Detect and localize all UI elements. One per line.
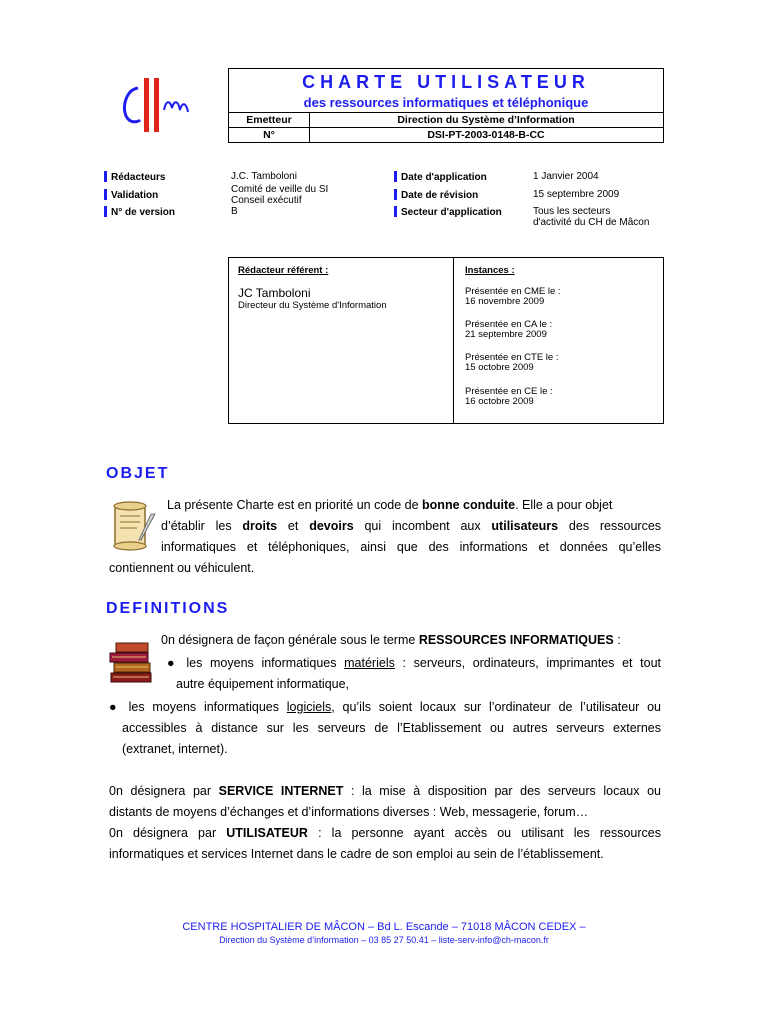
def-text: les moyens informatiques (128, 700, 287, 714)
def-bold: RESSOURCES INFORMATIQUES (418, 633, 614, 647)
meta-date-application (394, 171, 487, 183)
definitions-bullet-2-line-2: accessibles à distance sur les serveurs de l’Etablissement ou autres serveurs externes (122, 721, 661, 735)
scroll-quill-icon (107, 500, 157, 552)
instance-3-line2: 15 octobre 2009 (465, 362, 534, 373)
def-underline: matériels (344, 656, 395, 670)
redacteurs-label: Rédacteurs (111, 172, 166, 183)
bullet-bar (104, 171, 107, 182)
definitions-bullet-2-line-1 (109, 697, 661, 718)
document-header (228, 68, 664, 143)
objet-bold: bonne conduite (422, 498, 516, 512)
instance-1-line2: 16 novembre 2009 (465, 296, 545, 307)
definitions-heading: DEFINITIONS (106, 600, 230, 617)
referent-role: Directeur du Système d'Information (238, 300, 387, 311)
objet-bold: utilisateurs (491, 519, 559, 533)
referent-label: Rédacteur référent : (238, 265, 329, 276)
date-application-value: 1 Janvier 2004 (533, 171, 599, 182)
referent-instances-box (228, 257, 664, 424)
date-application-label: Date d'application (401, 172, 487, 183)
definitions-utilisateur-line-2: informatiques et services Internet dans le cadre de son emploi au sein de l’établissement. (109, 847, 604, 861)
def-text: , qu’ils soient locaux sur l’ordinateur de l’utilisateur ou (331, 700, 662, 714)
instance-4-line2: 16 octobre 2009 (465, 396, 534, 407)
bullet-bar (104, 189, 107, 200)
objet-line-4: contiennent ou véhiculent. (109, 561, 255, 575)
bullet-bar (394, 189, 397, 200)
footer-contact: Direction du Système d’information – 03 85 27 50.41 – liste-serv-info@ch-macon.fr (219, 935, 549, 945)
objet-text: et (277, 519, 310, 533)
meta-redacteurs (104, 171, 165, 183)
secteur-value-2: d'activité du CH de Mâcon (533, 217, 650, 228)
objet-line-1 (161, 495, 661, 516)
document-title: CHARTE UTILISATEUR (302, 72, 590, 92)
document-subtitle: des ressources informatiques et téléphonique (303, 95, 589, 110)
redacteurs-value: J.C. Tamboloni (231, 171, 297, 182)
bullet-dot: ● (109, 700, 129, 714)
definitions-service-line-2: distants de moyens d’échanges et d’informations diverses : Web, messagerie, forum… (109, 805, 589, 819)
definitions-intro (161, 630, 661, 651)
secteur-label: Secteur d'application (401, 207, 502, 218)
instances-label: Instances : (465, 265, 515, 276)
hospital-logo (118, 76, 200, 134)
def-text: : serveurs, ordinateurs, imprimantes et tout (394, 656, 662, 670)
instance-1-line1: Présentée en CME le : (465, 286, 561, 297)
bullet-dot: ● (167, 656, 187, 670)
meta-secteur (394, 206, 502, 218)
def-text: 0n désignera par (109, 826, 227, 840)
bullet-bar (394, 206, 397, 217)
definitions-utilisateur-line-1 (109, 823, 661, 844)
objet-text: des ressources (558, 519, 662, 533)
definitions-bullet-2-line-3: (extranet, internet). (122, 742, 228, 756)
instance-2-line1: Présentée en CA le : (465, 319, 553, 330)
def-bold: SERVICE INTERNET (218, 784, 344, 798)
instance-2-line2: 21 septembre 2009 (465, 329, 547, 340)
instance-3-line1: Présentée en CTE le : (465, 352, 559, 363)
emetteur-value: Direction du Système d’Information (397, 114, 575, 126)
objet-heading: OBJET (106, 465, 170, 482)
objet-bold: droits (242, 519, 278, 533)
books-stack-icon (107, 637, 157, 687)
def-text: 0n désignera de façon générale sous le terme (161, 633, 419, 647)
referent-name: JC Tamboloni (238, 286, 311, 300)
objet-text: La présente Charte est en priorité un code de (167, 498, 423, 512)
meta-version (104, 206, 175, 218)
def-bold: UTILISATEUR (226, 826, 308, 840)
emetteur-row (229, 112, 663, 127)
objet-text: qui incombent aux (353, 519, 492, 533)
box-divider (453, 258, 454, 423)
version-label: N° de version (111, 207, 176, 218)
footer-address: CENTRE HOSPITALIER DE MÂCON – Bd L. Escande – 71018 MÂCON CEDEX – (182, 921, 586, 933)
date-revision-label: Date de révision (401, 190, 479, 201)
def-text: : (613, 633, 621, 647)
def-text: les moyens informatiques (186, 656, 345, 670)
meta-validation (104, 189, 158, 201)
objet-text: . Elle a pour objet (515, 498, 613, 512)
def-text: : la mise à disposition par des serveurs locaux ou (343, 784, 661, 798)
numero-label: N° (229, 128, 310, 142)
objet-line-3: informatiques et téléphoniques, ainsi que des informations et données qu’elles (161, 540, 661, 554)
objet-text: d’établir les (161, 519, 243, 533)
objet-bold: devoirs (309, 519, 354, 533)
def-underline: logiciels (286, 700, 332, 714)
bullet-bar (104, 206, 107, 217)
emetteur-label: Emetteur (229, 113, 310, 127)
definitions-bullet-1-line-2: autre équipement informatique, (176, 677, 350, 691)
objet-line-2 (161, 516, 661, 537)
validation-value-2: Conseil exécutif (231, 195, 302, 206)
definitions-service-line-1 (109, 781, 661, 802)
instance-4-line1: Présentée en CE le : (465, 386, 553, 397)
bullet-bar (394, 171, 397, 182)
secteur-value-1: Tous les secteurs (533, 206, 611, 217)
numero-row (229, 127, 663, 142)
numero-value: DSI-PT-2003-0148-B-CC (427, 129, 545, 141)
validation-label: Validation (111, 190, 159, 201)
meta-date-revision (394, 189, 478, 201)
definitions-bullet-1-line-1 (167, 653, 661, 674)
date-revision-value: 15 septembre 2009 (533, 189, 620, 200)
version-value: B (231, 206, 238, 217)
def-text: 0n désignera par (109, 784, 219, 798)
def-text: : la personne ayant accès ou utilisant les ressources (307, 826, 661, 840)
validation-value-1: Comité de veille du SI (231, 184, 329, 195)
